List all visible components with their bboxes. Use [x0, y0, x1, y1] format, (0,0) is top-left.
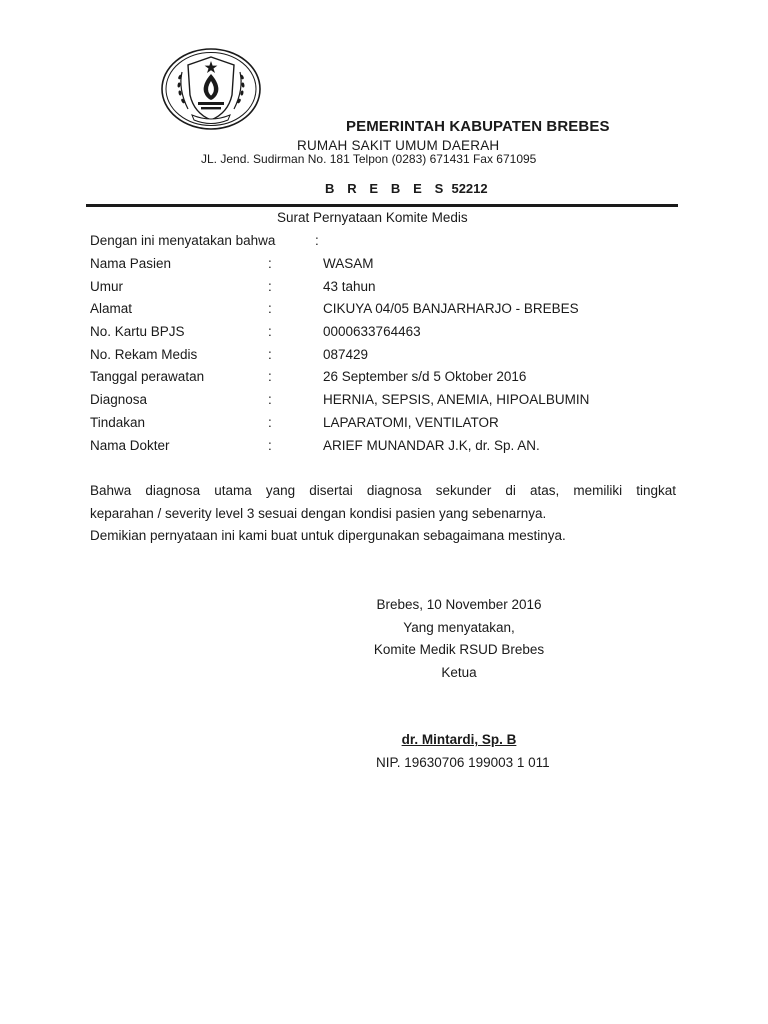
intro-text: Dengan ini menyatakan bahwa — [90, 233, 276, 248]
field-row-bpjs-card — [90, 324, 650, 347]
field-row-patient-name — [90, 256, 650, 279]
field-row-doctor — [90, 438, 650, 461]
signature-block — [330, 594, 588, 775]
field-row-medical-record — [90, 347, 650, 370]
role-label: Ketua — [441, 664, 477, 680]
field-label: Tindakan — [90, 414, 146, 430]
field-row-age — [90, 279, 650, 302]
field-label: Alamat — [90, 301, 133, 317]
intro-line — [90, 233, 319, 248]
signature-space — [330, 684, 588, 729]
field-label: Umur — [90, 278, 123, 294]
intro-colon: : — [315, 233, 319, 248]
field-value: LAPARATOMI, VENTILATOR — [323, 414, 499, 430]
postal-code: 52212 — [451, 181, 488, 196]
field-value: 26 September s/d 5 Oktober 2016 — [323, 369, 527, 385]
hospital-address: JL. Jend. Sudirman No. 181 Telpon (0283) 671431 Fax 671095 — [201, 152, 537, 166]
document-title: Surat Pernyataan Komite Medis — [277, 210, 468, 225]
field-value: 43 tahun — [323, 278, 376, 294]
field-colon: : — [268, 346, 272, 362]
field-value: CIKUYA 04/05 BANJARHARJO - BREBES — [323, 301, 579, 317]
statement-paragraph — [90, 480, 676, 548]
field-row-treatment-date — [90, 369, 650, 392]
signatory-name: dr. Mintardi, Sp. B — [401, 732, 517, 748]
statement-line-1: Bahwa diagnosa utama yang disertai diagnosa sekunder di atas, memiliki tingkat — [90, 483, 676, 498]
committee-name: Komite Medik RSUD Brebes — [373, 642, 545, 658]
field-label: Nama Pasien — [90, 256, 172, 271]
field-row-address — [90, 301, 650, 324]
field-colon: : — [268, 414, 272, 430]
field-value: 0000633764463 — [323, 324, 421, 340]
field-label: No. Rekam Medis — [90, 346, 198, 362]
government-name: PEMERINTAH KABUPATEN BREBES — [346, 118, 610, 135]
city-postal — [325, 181, 488, 196]
field-label: No. Kartu BPJS — [90, 324, 185, 340]
field-colon: : — [268, 392, 272, 408]
patient-fields — [90, 256, 650, 460]
field-value: ARIEF MUNANDAR J.K, dr. Sp. AN. — [323, 437, 540, 453]
field-label: Tanggal perawatan — [90, 369, 205, 385]
field-label: Diagnosa — [90, 392, 148, 408]
field-colon: : — [268, 369, 272, 385]
closing-sentence: Demikian pernyataan ini kami buat untuk dipergunakan sebagaimana mestinya. — [90, 528, 566, 543]
field-row-procedure — [90, 415, 650, 438]
field-value: HERNIA, SEPSIS, ANEMIA, HIPOALBUMIN — [323, 392, 590, 408]
place-date: Brebes, 10 November 2016 — [376, 597, 542, 612]
letterhead-divider — [86, 204, 678, 207]
declarer-label: Yang menyatakan, — [403, 619, 515, 635]
city-name: B R E B E S — [325, 181, 448, 196]
hospital-name: RUMAH SAKIT UMUM DAERAH — [297, 138, 500, 153]
field-label: Nama Dokter — [90, 437, 170, 453]
field-colon: : — [268, 256, 272, 271]
brebes-regency-emblem-icon — [160, 47, 262, 131]
field-value: WASAM — [323, 256, 374, 271]
field-colon: : — [268, 301, 272, 317]
statement-line-2: keparahan / severity level 3 sesuai dengan kondisi pasien yang sebenarnya. — [90, 505, 547, 521]
field-colon: : — [268, 324, 272, 340]
signatory-nip: NIP. 19630706 199003 1 011 — [376, 754, 550, 770]
field-value: 087429 — [323, 346, 369, 362]
field-colon: : — [268, 278, 272, 294]
field-colon: : — [268, 437, 272, 453]
field-row-diagnosis — [90, 392, 650, 415]
